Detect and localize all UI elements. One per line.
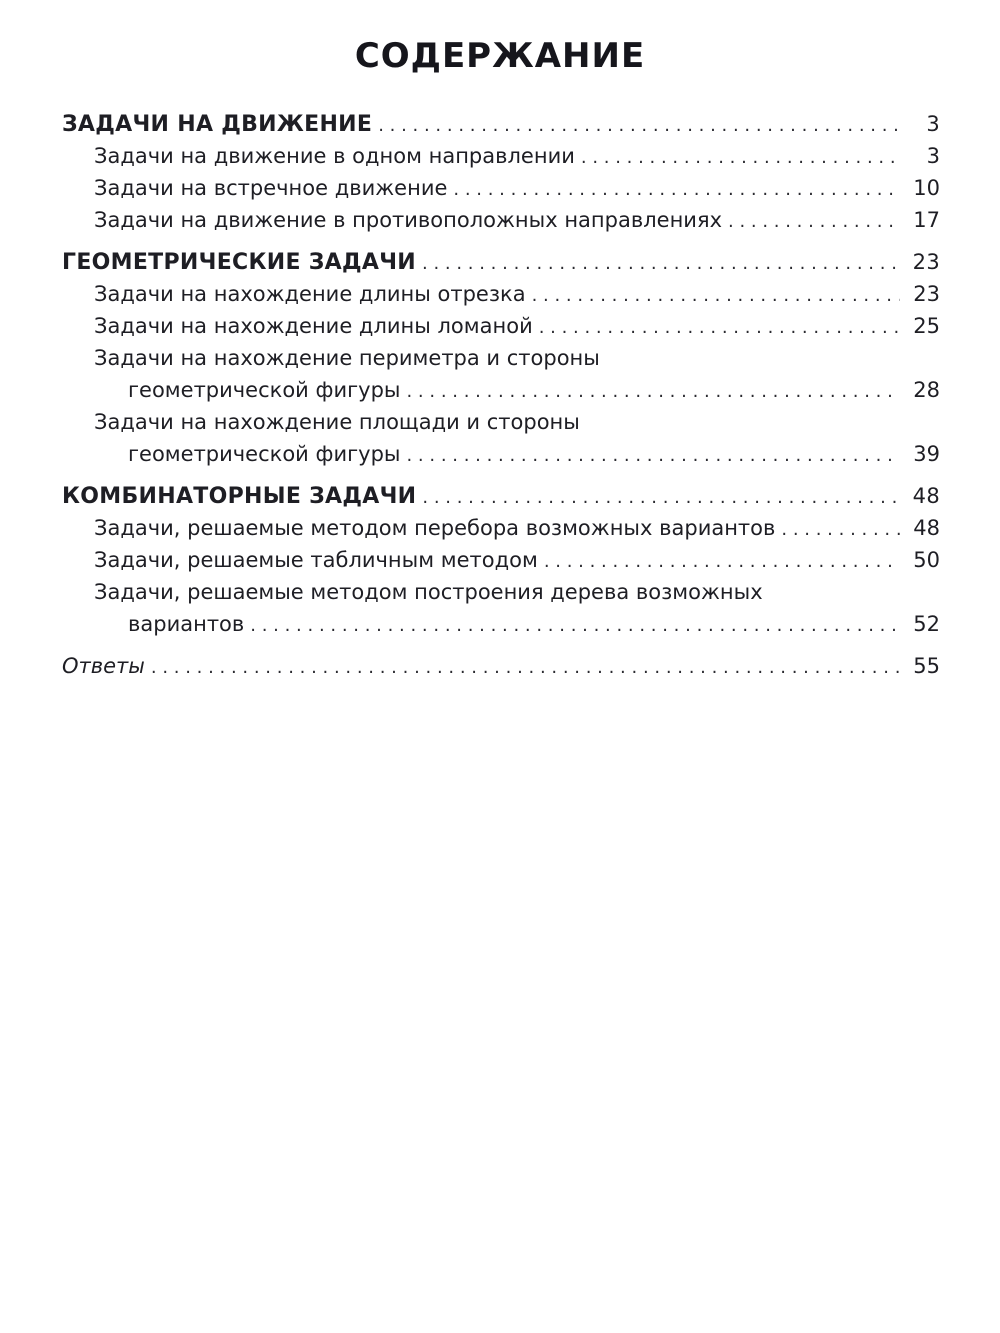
toc-entry-title-line1: Задачи на нахождение периметра и стороны xyxy=(94,346,600,370)
toc-section-combinatorics xyxy=(62,480,940,640)
toc-entry-title-line1: Задачи на нахождение площади и стороны xyxy=(94,410,580,434)
toc-entry-title: Задачи на движение в противоположных направлениях xyxy=(94,208,723,232)
dot-leader xyxy=(422,482,900,514)
toc-page-number: 3 xyxy=(926,112,940,136)
toc-entry[interactable] xyxy=(62,246,940,278)
table-of-contents xyxy=(62,108,940,682)
toc-entry-title: Ответы xyxy=(62,654,145,678)
toc-subentry[interactable] xyxy=(62,140,940,172)
dot-leader xyxy=(378,110,900,142)
toc-entry-title-line2: геометрической фигуры xyxy=(128,378,401,402)
dot-leader xyxy=(250,610,900,642)
toc-subentry[interactable] xyxy=(62,310,940,342)
toc-subentry[interactable] xyxy=(62,278,940,310)
toc-entry[interactable] xyxy=(62,480,940,512)
toc-entry-title: ГЕОМЕТРИЧЕСКИЕ ЗАДАЧИ xyxy=(62,250,417,275)
toc-subentry[interactable] xyxy=(62,544,940,576)
dot-leader xyxy=(406,440,900,472)
toc-entry-title: Задачи на встречное движение xyxy=(94,176,448,200)
toc-page-number: 23 xyxy=(912,250,940,274)
toc-subentry-multiline[interactable] xyxy=(62,406,940,470)
toc-page-number: 39 xyxy=(913,442,940,466)
toc-entry-title: Задачи, решаемые табличным методом xyxy=(94,548,538,572)
toc-subentry[interactable] xyxy=(62,512,940,544)
toc-section-geometry xyxy=(62,246,940,470)
dot-leader xyxy=(406,376,900,408)
toc-page-number: 48 xyxy=(913,516,940,540)
dot-leader xyxy=(453,174,900,206)
toc-entry-title-line2: геометрической фигуры xyxy=(128,442,401,466)
toc-page-number: 25 xyxy=(913,314,940,338)
toc-entry-title-line2: вариантов xyxy=(128,612,245,636)
toc-page-number: 10 xyxy=(913,176,940,200)
toc-page-number: 3 xyxy=(926,144,940,168)
toc-page-number: 52 xyxy=(913,612,940,636)
dot-leader xyxy=(728,206,900,238)
toc-page-number: 17 xyxy=(913,208,940,232)
toc-entry-title: Задачи, решаемые методом перебора возможных вариантов xyxy=(94,516,776,540)
toc-entry-title: Задачи на нахождение длины ломаной xyxy=(94,314,533,338)
dot-leader xyxy=(781,514,900,546)
dot-leader xyxy=(539,312,900,344)
toc-page-number: 23 xyxy=(913,282,940,306)
toc-entry-answers[interactable] xyxy=(62,650,940,682)
toc-page-number: 48 xyxy=(912,484,940,508)
toc-page-number: 55 xyxy=(913,654,940,678)
page-title: СОДЕРЖАНИЕ xyxy=(354,36,646,76)
dot-leader xyxy=(544,546,900,578)
toc-entry-title: Задачи на нахождение длины отрезка xyxy=(94,282,526,306)
dot-leader xyxy=(422,248,900,280)
toc-subentry[interactable] xyxy=(62,204,940,236)
dot-leader xyxy=(151,652,900,684)
toc-subentry-multiline[interactable] xyxy=(62,342,940,406)
toc-page-number: 28 xyxy=(913,378,940,402)
toc-section-motion xyxy=(62,108,940,236)
toc-entry-title: КОМБИНАТОРНЫЕ ЗАДАЧИ xyxy=(62,484,417,509)
toc-subentry[interactable] xyxy=(62,172,940,204)
toc-page-number: 50 xyxy=(913,548,940,572)
dot-leader xyxy=(532,280,900,312)
toc-entry[interactable] xyxy=(62,108,940,140)
toc-entry-title-line1: Задачи, решаемые методом построения дерева возможных xyxy=(94,580,763,604)
toc-entry-title: Задачи на движение в одном направлении xyxy=(94,144,575,168)
toc-entry-title: ЗАДАЧИ НА ДВИЖЕНИЕ xyxy=(62,112,373,137)
toc-subentry-multiline[interactable] xyxy=(62,576,940,640)
dot-leader xyxy=(581,142,900,174)
